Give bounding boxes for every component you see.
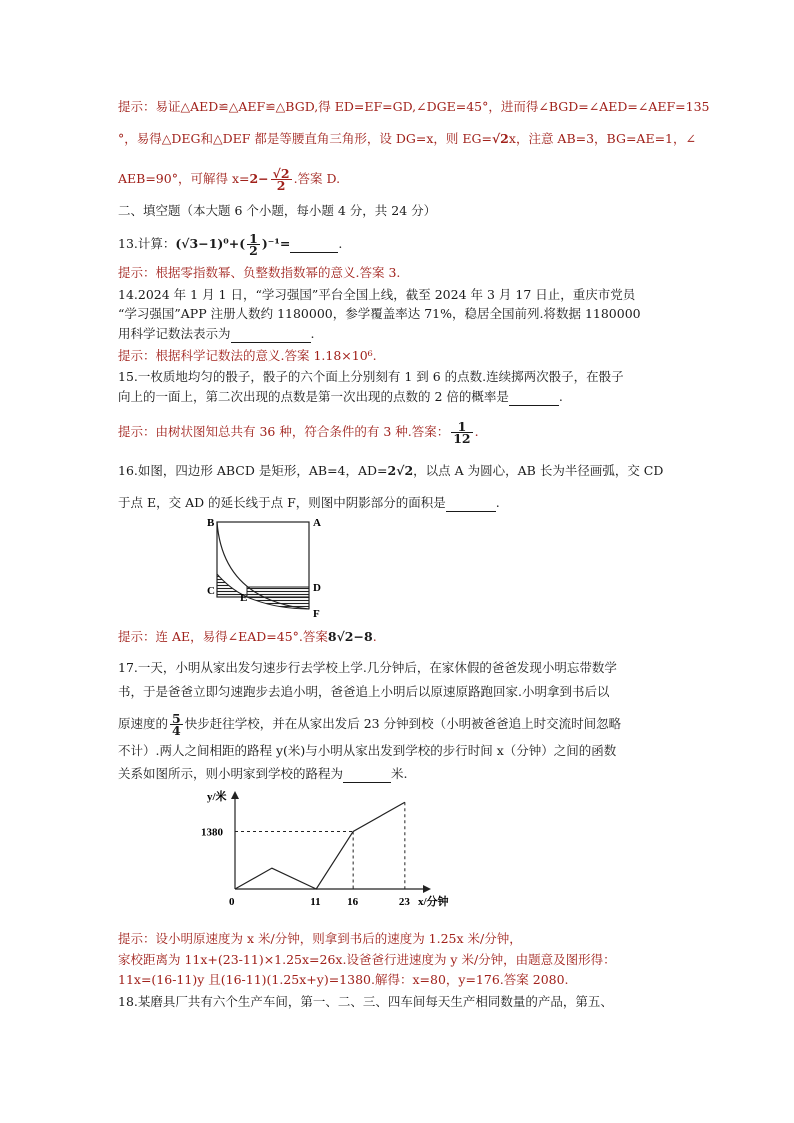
q17-distance-chart — [195, 785, 470, 915]
label-c: C — [207, 585, 215, 597]
q17-line3: 原速度的 $\frac{5}{4}$ 快步赶往学校，并在从家出发后 23 分钟到校（小明被爸爸追上时交流时间忽略 — [118, 711, 622, 738]
q17-line2: 书，于是爸爸立即匀速跑步去追小明，爸爸追上小明后以原速原路跑回家.小明拿到书后以 — [118, 684, 610, 699]
rectangle-abcd — [217, 522, 309, 597]
q14-line3: 用科学记数法表示为 . — [118, 326, 315, 341]
x-tick-label-23: 23 — [398, 896, 410, 908]
q15-line1: 15.一枚质地均匀的骰子，骰子的六个面上分别刻有 1 到 6 的点数.连续掷两次骰子，在骰子 — [118, 369, 624, 384]
label-b: B — [207, 517, 215, 529]
x-tick-label-11: 11 — [310, 896, 321, 908]
q12-hint-line1: 提示：易证△AED≌△AEF≌△BGD,得 ED=EF=GD,∠DGE=45°，进而得∠BGD=∠AED=∠AEF=135 — [118, 99, 710, 114]
q17-hint-line3: 11x=(16-11)y 且(16-11)(1.25x+y)=1380.解得：x=80，y=176.答案 2080. — [118, 972, 569, 987]
q17-line5: 关系如图所示，则小明家到学校的路程为 米. — [118, 766, 408, 781]
x-tick-label-16: 16 — [347, 896, 359, 908]
label-d: D — [313, 582, 321, 594]
y-axis-arrow — [231, 791, 239, 799]
distance-line — [235, 802, 405, 889]
y-tick-label-1380: 1380 — [201, 826, 223, 839]
q15-line2: 向上的一面上，第二次出现的点数是第一次出现的点数的 2 倍的概率是 . — [118, 389, 563, 404]
q18-line1: 18.某磨具厂共有六个生产车间，第一、二、三、四车间每天生产相同数量的产品，第五、 — [118, 994, 613, 1009]
q15-hint: 提示：由树状图知总共有 36 种，符合条件的有 3 种.答案： $\frac{1}{12}$ . — [118, 419, 479, 446]
origin-label: 0 — [229, 896, 235, 908]
q12-hint-line2: °，易得△DEG和△DEF 都是等腰直角三角形，设 DG=x，则 EG=√2x，注意 AB=3，BG=AE=1，∠ — [118, 131, 696, 146]
q14-hint: 提示：根据科学记数法的意义.答案 1.18×10⁶. — [118, 348, 377, 363]
label-a: A — [313, 517, 321, 529]
q16-figure — [200, 512, 335, 627]
q17-hint-line2: 家校距离为 11x+(23-11)×1.25x=26x.设爸爸行进速度为 y 米/分钟，由题意及图形得： — [118, 952, 616, 967]
label-e: E — [240, 592, 248, 604]
q14-line1: 14.2024 年 1 月 1 日，“学习强国”平台全国上线，截至 2024 年 3 月 17 日止，重庆市党员 — [118, 287, 636, 302]
q16-hint: 提示：连 AE，易得∠EAD=45°.答案8√2−8. — [118, 629, 377, 644]
shaded-region-right — [247, 587, 309, 609]
q17-line4: 不计）.两人之间相距的路程 y(米)与小明从家出发到学校的步行时间 x（分钟）之间的函数 — [118, 743, 617, 758]
x-axis-label: x/分钟 — [418, 896, 449, 908]
q14-line2: “学习强国”APP 注册人数约 1180000，参学覆盖率达 71%，稳居全国前列.将数据 1180000 — [118, 306, 641, 321]
q13-question: 13.计算：(√3−1)⁰+( $\frac{1}{2}$ )⁻¹= . — [118, 231, 343, 258]
x-axis-arrow — [423, 885, 431, 893]
q17-line1: 17.一天，小明从家出发匀速步行去学校上学.几分钟后，在家休假的爸爸发现小明忘带数学 — [118, 660, 617, 675]
y-axis-label: y/米 — [207, 791, 227, 803]
q16-line1: 16.如图，四边形 ABCD 是矩形，AB=4，AD=2√2，以点 A 为圆心，AB 长为半径画弧，交 CD — [118, 463, 664, 478]
q13-hint: 提示：根据零指数幂、负整数指数幂的意义.答案 3. — [118, 265, 401, 280]
label-f: F — [313, 608, 320, 620]
section-title: 二、填空题（本大题 6 个小题，每小题 4 分，共 24 分） — [118, 203, 437, 218]
q17-hint-line1: 提示：设小明原速度为 x 米/分钟，则拿到书后的速度为 1.25x 米/分钟， — [118, 931, 522, 946]
q12-hint-line3: AEB=90°，可解得 x=2− $\frac{√2}{2}$ .答案 D. — [118, 166, 341, 193]
q16-line2: 于点 E，交 AD 的延长线于点 F，则图中阴影部分的面积是 . — [118, 495, 500, 510]
